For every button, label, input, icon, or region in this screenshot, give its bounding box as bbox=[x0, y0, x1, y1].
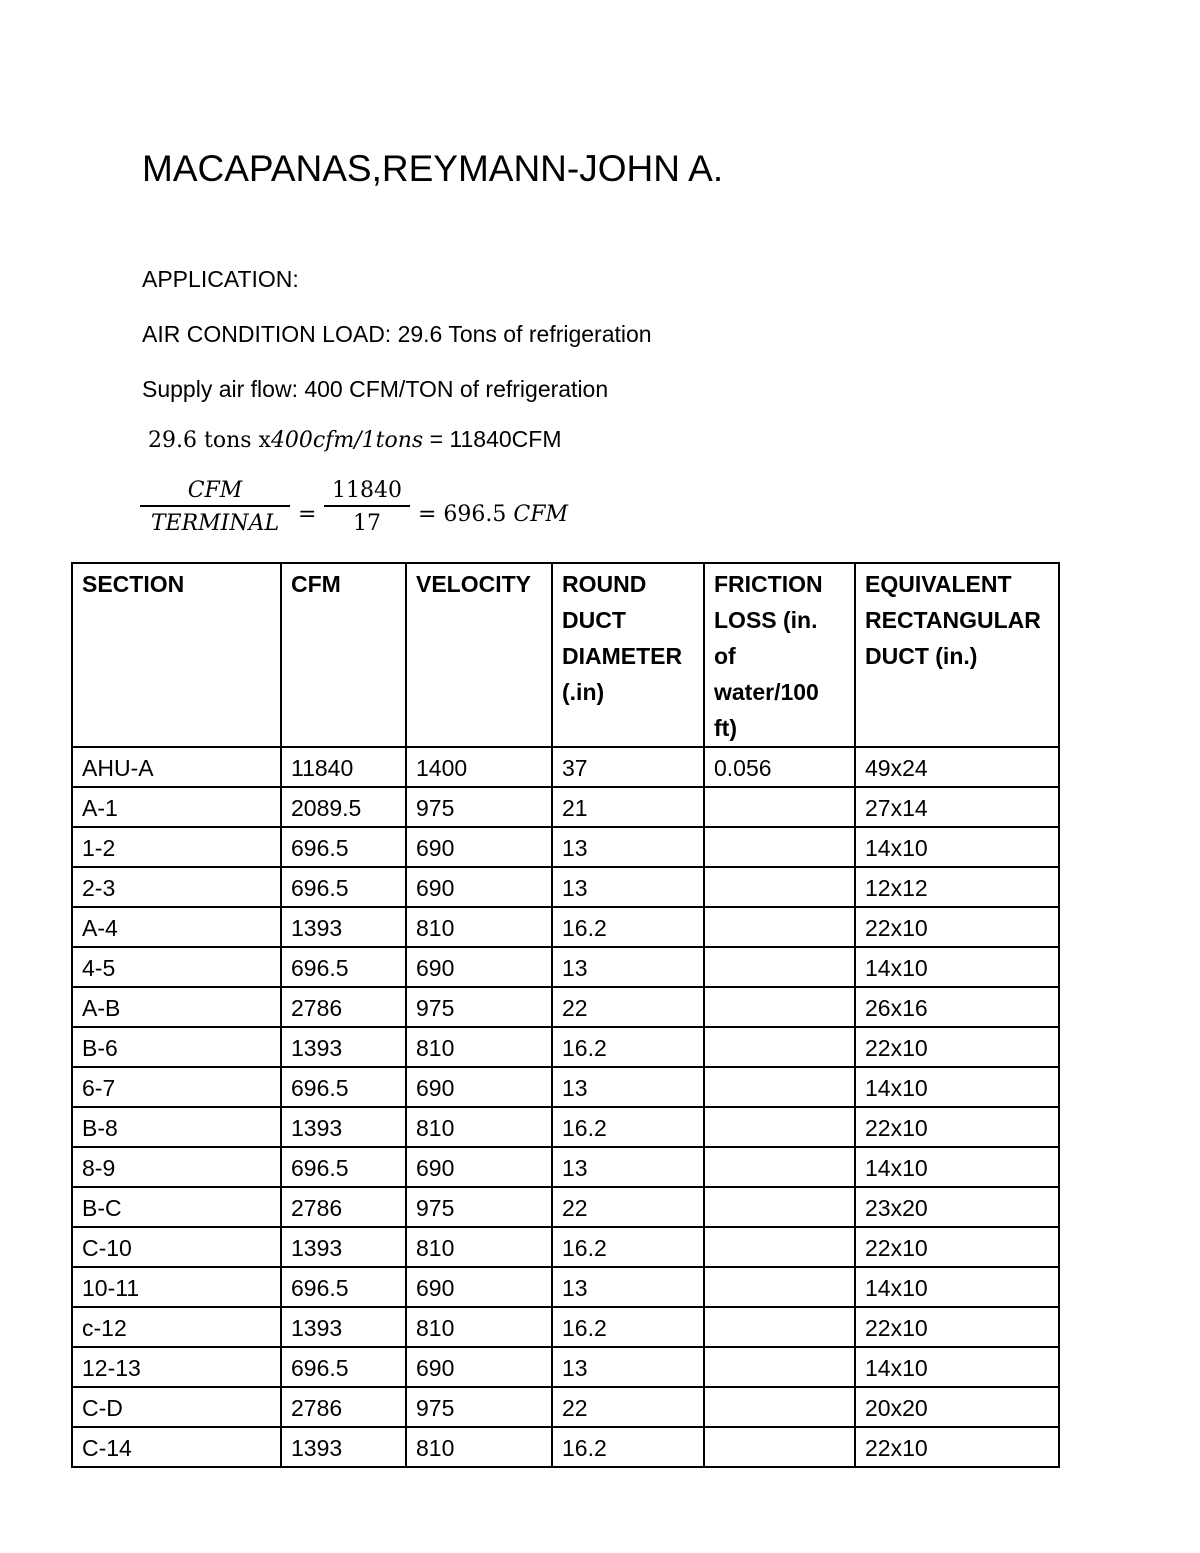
table-row bbox=[72, 1067, 1059, 1107]
table-header-row bbox=[72, 563, 1059, 747]
cell-friction-loss bbox=[704, 1187, 855, 1227]
cell-friction-loss bbox=[704, 1027, 855, 1067]
cell-round-diameter: 13 bbox=[552, 947, 704, 987]
cell-round-diameter: 13 bbox=[552, 1067, 704, 1107]
cell-cfm: 696.5 bbox=[281, 1147, 406, 1187]
cell-rectangular-duct: 14x10 bbox=[855, 1347, 1059, 1387]
cell-velocity: 690 bbox=[406, 1347, 552, 1387]
cell-cfm: 1393 bbox=[281, 1427, 406, 1467]
cell-round-diameter: 13 bbox=[552, 867, 704, 907]
equals-sign: = bbox=[298, 502, 317, 527]
cell-friction-loss bbox=[704, 827, 855, 867]
table-row bbox=[72, 787, 1059, 827]
cell-rectangular-duct: 14x10 bbox=[855, 947, 1059, 987]
table-row bbox=[72, 1027, 1059, 1067]
cell-friction-loss: 0.056 bbox=[704, 747, 855, 787]
cell-round-diameter: 13 bbox=[552, 1267, 704, 1307]
cell-section: B-6 bbox=[72, 1027, 281, 1067]
cfm-calculation bbox=[148, 426, 562, 453]
cell-cfm: 2786 bbox=[281, 987, 406, 1027]
cell-round-diameter: 13 bbox=[552, 1147, 704, 1187]
header-section: SECTION bbox=[72, 563, 281, 747]
cell-rectangular-duct: 22x10 bbox=[855, 1427, 1059, 1467]
cell-cfm: 11840 bbox=[281, 747, 406, 787]
cell-section: 6-7 bbox=[72, 1067, 281, 1107]
cell-cfm: 696.5 bbox=[281, 1067, 406, 1107]
table-row bbox=[72, 1147, 1059, 1187]
cell-section: c-12 bbox=[72, 1307, 281, 1347]
header-round-duct-diameter: ROUND DUCT DIAMETER (.in) bbox=[552, 563, 704, 747]
cell-cfm: 2786 bbox=[281, 1387, 406, 1427]
cell-section: AHU-A bbox=[72, 747, 281, 787]
table-row bbox=[72, 867, 1059, 907]
cell-cfm: 1393 bbox=[281, 1307, 406, 1347]
cell-friction-loss bbox=[704, 987, 855, 1027]
cell-cfm: 1393 bbox=[281, 1107, 406, 1147]
cell-friction-loss bbox=[704, 1067, 855, 1107]
cell-friction-loss bbox=[704, 787, 855, 827]
cell-friction-loss bbox=[704, 1387, 855, 1427]
calc-result: = 11840CFM bbox=[423, 426, 562, 452]
cell-section: C-14 bbox=[72, 1427, 281, 1467]
cell-velocity: 690 bbox=[406, 1147, 552, 1187]
cell-section: 8-9 bbox=[72, 1147, 281, 1187]
cell-cfm: 1393 bbox=[281, 907, 406, 947]
cell-cfm: 696.5 bbox=[281, 827, 406, 867]
cell-section: B-8 bbox=[72, 1107, 281, 1147]
cell-friction-loss bbox=[704, 947, 855, 987]
cell-velocity: 975 bbox=[406, 1187, 552, 1227]
cell-velocity: 975 bbox=[406, 787, 552, 827]
cell-friction-loss bbox=[704, 907, 855, 947]
air-condition-load: AIR CONDITION LOAD: 29.6 Tons of refrigeration bbox=[142, 321, 652, 347]
cell-cfm: 2089.5 bbox=[281, 787, 406, 827]
cell-section: 12-13 bbox=[72, 1347, 281, 1387]
calc-formula: 400cfm/1tons bbox=[270, 428, 424, 453]
cell-cfm: 696.5 bbox=[281, 1267, 406, 1307]
cell-section: A-1 bbox=[72, 787, 281, 827]
table-row bbox=[72, 1387, 1059, 1427]
cell-round-diameter: 16.2 bbox=[552, 1027, 704, 1067]
fraction-denominator-terminal: TERMINAL bbox=[150, 511, 280, 536]
cell-friction-loss bbox=[704, 1227, 855, 1267]
cell-round-diameter: 22 bbox=[552, 1387, 704, 1427]
cell-velocity: 690 bbox=[406, 1067, 552, 1107]
cell-section: 10-11 bbox=[72, 1267, 281, 1307]
cell-rectangular-duct: 22x10 bbox=[855, 1227, 1059, 1267]
cell-velocity: 690 bbox=[406, 867, 552, 907]
equation-result bbox=[418, 502, 568, 527]
cell-rectangular-duct: 22x10 bbox=[855, 907, 1059, 947]
equation-result-value: = 696.5 bbox=[418, 502, 514, 527]
cell-round-diameter: 16.2 bbox=[552, 907, 704, 947]
application-heading: APPLICATION: bbox=[142, 266, 299, 292]
cell-section: 2-3 bbox=[72, 867, 281, 907]
cell-rectangular-duct: 14x10 bbox=[855, 1147, 1059, 1187]
fraction-cfm-terminal bbox=[140, 478, 290, 536]
cell-rectangular-duct: 12x12 bbox=[855, 867, 1059, 907]
cell-round-diameter: 16.2 bbox=[552, 1307, 704, 1347]
cell-section: 4-5 bbox=[72, 947, 281, 987]
cell-velocity: 810 bbox=[406, 907, 552, 947]
cell-cfm: 696.5 bbox=[281, 947, 406, 987]
table-row bbox=[72, 827, 1059, 867]
cell-velocity: 975 bbox=[406, 1387, 552, 1427]
table-row bbox=[72, 747, 1059, 787]
cell-round-diameter: 22 bbox=[552, 1187, 704, 1227]
cell-velocity: 690 bbox=[406, 1267, 552, 1307]
cell-cfm: 696.5 bbox=[281, 1347, 406, 1387]
cell-cfm: 1393 bbox=[281, 1227, 406, 1267]
cell-friction-loss bbox=[704, 1147, 855, 1187]
cell-section: A-B bbox=[72, 987, 281, 1027]
cell-section: C-D bbox=[72, 1387, 281, 1427]
cell-rectangular-duct: 23x20 bbox=[855, 1187, 1059, 1227]
cell-friction-loss bbox=[704, 1347, 855, 1387]
cell-rectangular-duct: 22x10 bbox=[855, 1027, 1059, 1067]
fraction-denominator-17: 17 bbox=[353, 511, 381, 536]
table-row bbox=[72, 1227, 1059, 1267]
cell-velocity: 810 bbox=[406, 1427, 552, 1467]
header-velocity: VELOCITY bbox=[406, 563, 552, 747]
fraction-11840-17 bbox=[324, 478, 410, 536]
cell-rectangular-duct: 20x20 bbox=[855, 1387, 1059, 1427]
cell-rectangular-duct: 27x14 bbox=[855, 787, 1059, 827]
cell-cfm: 1393 bbox=[281, 1027, 406, 1067]
table-row bbox=[72, 1347, 1059, 1387]
cell-round-diameter: 22 bbox=[552, 987, 704, 1027]
author-name: MACAPANAS,REYMANN-JOHN A. bbox=[142, 148, 724, 189]
cell-friction-loss bbox=[704, 1427, 855, 1467]
cell-friction-loss bbox=[704, 1307, 855, 1347]
table-row bbox=[72, 1267, 1059, 1307]
cell-round-diameter: 16.2 bbox=[552, 1427, 704, 1467]
cell-friction-loss bbox=[704, 1267, 855, 1307]
fraction-numerator-11840: 11840 bbox=[324, 478, 410, 507]
cell-rectangular-duct: 49x24 bbox=[855, 747, 1059, 787]
cell-rectangular-duct: 14x10 bbox=[855, 1067, 1059, 1107]
cell-rectangular-duct: 22x10 bbox=[855, 1107, 1059, 1147]
cell-section: A-4 bbox=[72, 907, 281, 947]
fraction-numerator-cfm: CFM bbox=[140, 478, 290, 507]
cell-velocity: 810 bbox=[406, 1027, 552, 1067]
cell-rectangular-duct: 14x10 bbox=[855, 827, 1059, 867]
supply-air-flow: Supply air flow: 400 CFM/TON of refrigeration bbox=[142, 376, 609, 402]
equation-result-unit: CFM bbox=[513, 502, 569, 527]
table-row bbox=[72, 1307, 1059, 1347]
table-row bbox=[72, 1187, 1059, 1227]
table-row bbox=[72, 1427, 1059, 1467]
cell-velocity: 810 bbox=[406, 1227, 552, 1267]
cell-round-diameter: 21 bbox=[552, 787, 704, 827]
table-body bbox=[72, 747, 1059, 1467]
cell-velocity: 690 bbox=[406, 947, 552, 987]
duct-sizing-table bbox=[71, 562, 1060, 1468]
cell-velocity: 1400 bbox=[406, 747, 552, 787]
cell-section: C-10 bbox=[72, 1227, 281, 1267]
cell-velocity: 810 bbox=[406, 1307, 552, 1347]
cell-rectangular-duct: 22x10 bbox=[855, 1307, 1059, 1347]
header-cfm: CFM bbox=[281, 563, 406, 747]
cell-rectangular-duct: 14x10 bbox=[855, 1267, 1059, 1307]
cell-section: B-C bbox=[72, 1187, 281, 1227]
cell-velocity: 975 bbox=[406, 987, 552, 1027]
cell-friction-loss bbox=[704, 1107, 855, 1147]
cell-round-diameter: 13 bbox=[552, 1347, 704, 1387]
cell-round-diameter: 16.2 bbox=[552, 1107, 704, 1147]
cell-section: 1-2 bbox=[72, 827, 281, 867]
table-row bbox=[72, 1107, 1059, 1147]
cell-velocity: 690 bbox=[406, 827, 552, 867]
table-row bbox=[72, 907, 1059, 947]
calc-lead: 29.6 tons x bbox=[148, 428, 271, 453]
cell-cfm: 696.5 bbox=[281, 867, 406, 907]
cell-round-diameter: 13 bbox=[552, 827, 704, 867]
table-row bbox=[72, 987, 1059, 1027]
header-friction-loss: FRICTION LOSS (in. of water/100 ft) bbox=[704, 563, 855, 747]
cell-rectangular-duct: 26x16 bbox=[855, 987, 1059, 1027]
cell-friction-loss bbox=[704, 867, 855, 907]
table-row bbox=[72, 947, 1059, 987]
cell-velocity: 810 bbox=[406, 1107, 552, 1147]
header-equivalent-rectangular-duct: EQUIVALENT RECTANGULAR DUCT (in.) bbox=[855, 563, 1059, 747]
cell-round-diameter: 16.2 bbox=[552, 1227, 704, 1267]
cell-round-diameter: 37 bbox=[552, 747, 704, 787]
cell-cfm: 2786 bbox=[281, 1187, 406, 1227]
